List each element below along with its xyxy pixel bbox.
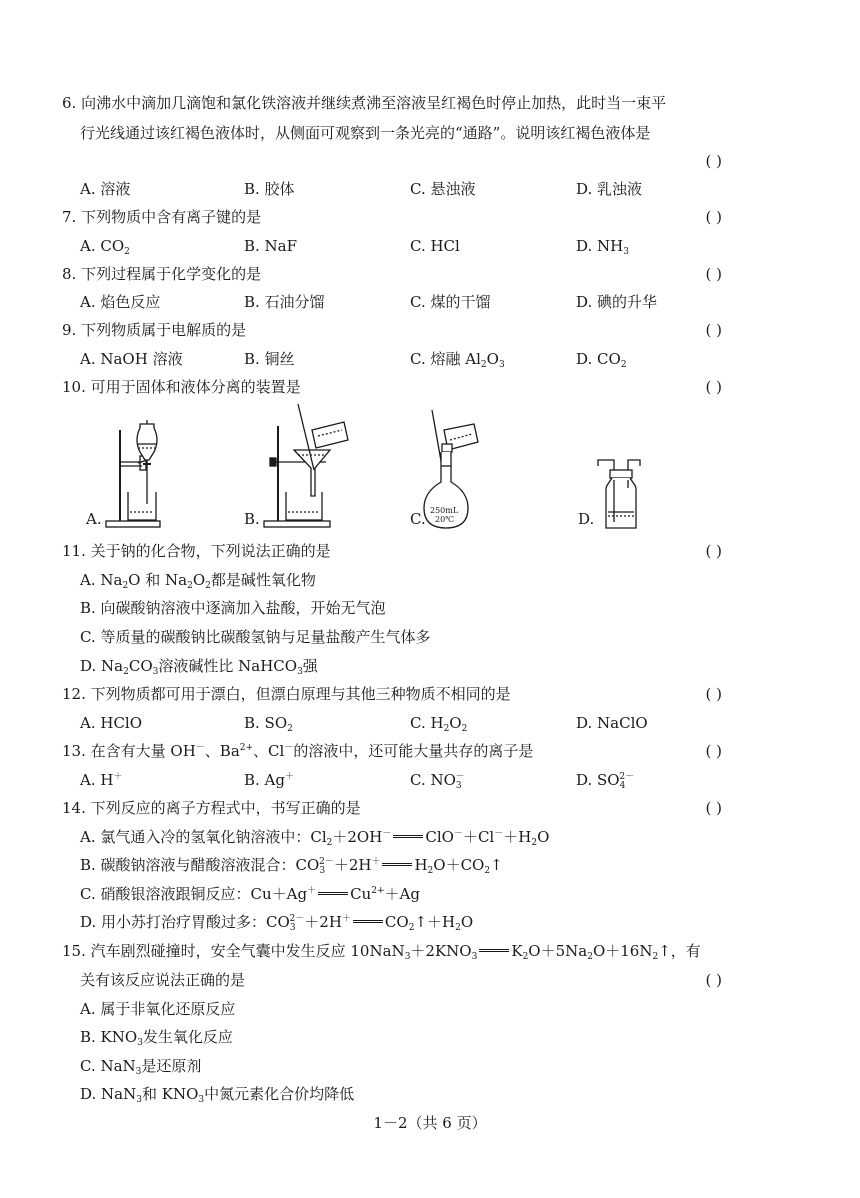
q11-option-a[interactable]: A. $Na_2O$ 和 $Na_2O_2$都是碱性氧化物 — [80, 571, 316, 591]
q10-option-c[interactable]: C. — [410, 510, 426, 528]
q6-option-d[interactable]: D. 乳浊液 — [576, 180, 643, 198]
q12-option-a[interactable]: A. HClO — [80, 714, 143, 732]
q13-option-d[interactable]: D. $SO_4^{2-}$ — [576, 771, 635, 791]
q9-option-b[interactable]: B. 铜丝 — [244, 350, 295, 368]
q11-option-d[interactable]: D. $Na_2CO_3$溶液碱性比 NaHCO$_3$强 — [80, 657, 318, 677]
q6-option-a[interactable]: A. 溶液 — [80, 180, 131, 198]
q7-stem: 7. 下列物质中含有离子键的是 ( ) — [62, 208, 722, 226]
q13-option-c[interactable]: C. $NO_3^-$ — [410, 771, 465, 791]
apparatus-d-washing-bottle — [594, 400, 714, 532]
q8-option-d[interactable]: D. 碘的升华 — [576, 293, 658, 311]
q6-stem-line1: 6. 向沸水中滴加几滴饱和氯化铁溶液并继续煮沸至溶液呈红褐色时停止加热，此时当一束平 — [62, 94, 667, 112]
q10-stem: 10. 可用于固体和液体分离的装置是 ( ) — [62, 378, 722, 396]
q12-option-b[interactable]: B. $SO_2$ — [244, 714, 293, 734]
q13-options — [80, 769, 740, 791]
q13-option-a[interactable]: A. H＋ — [80, 771, 123, 789]
q9-answer-paren[interactable]: ( ) — [705, 321, 722, 339]
q11-option-c[interactable]: C. 等质量的碳酸钠比碳酸氢钠与足量盐酸产生气体多 — [80, 628, 431, 646]
q13-stem: 13. 在含有大量 OH－、$Ba^{2+}$、Cl－的溶液中，还可能大量共存的离子是 ( ) — [62, 742, 722, 760]
q11-stem: 11. 关于钠的化合物，下列说法正确的是 ( ) — [62, 542, 722, 560]
q7-answer-paren[interactable]: ( ) — [705, 208, 722, 226]
q7-options — [80, 235, 740, 257]
q8-options — [80, 291, 740, 313]
flask-volume-label: 250mL — [430, 506, 459, 515]
q6-options — [80, 178, 740, 200]
q15-stem-line2: 关有该反应说法正确的是 ( ) — [80, 971, 722, 989]
q15-option-c[interactable]: C. NaN$_3$是还原剂 — [80, 1057, 202, 1077]
q12-stem: 12. 下列物质都可用于漂白，但漂白原理与其他三种物质不相同的是 ( ) — [62, 685, 722, 703]
q8-option-c[interactable]: C. 煤的干馏 — [410, 293, 491, 311]
q14-option-b[interactable]: B. 碳酸钠溶液与醋酸溶液混合：$CO_3^{2-}+2H^+$ $H_2O+CO_2↑$ — [80, 856, 503, 876]
q13-option-b[interactable]: B. Ag＋ — [244, 771, 295, 789]
q7-option-b[interactable]: B. NaF — [244, 237, 298, 255]
apparatus-a-separatory-funnel — [100, 400, 220, 532]
q9-option-c[interactable]: C. 熔融 $Al_2O_3$ — [410, 350, 505, 370]
q7-option-d[interactable]: D. $NH_3$ — [576, 237, 629, 257]
flask-temp-label: 20℃ — [435, 515, 455, 524]
q12-answer-paren[interactable]: ( ) — [705, 685, 722, 703]
page-footer: 1－2（共 6 页） — [373, 1114, 487, 1132]
q6-option-b[interactable]: B. 胶体 — [244, 180, 295, 198]
q7-option-c[interactable]: C. HCl — [410, 237, 460, 255]
q15-answer-paren[interactable]: ( ) — [705, 971, 722, 989]
q6-option-c[interactable]: C. 悬浊液 — [410, 180, 476, 198]
q6-stem-line2: 行光线通过该红褐色液体时，从侧面可观察到一条光亮的“通路”。说明该红褐色液体是 — [80, 124, 651, 142]
q13-answer-paren[interactable]: ( ) — [705, 742, 722, 760]
apparatus-b-filtration — [258, 400, 378, 532]
q12-option-c[interactable]: C. $H_2O_2$ — [410, 714, 468, 734]
q8-option-a[interactable]: A. 焰色反应 — [80, 293, 161, 311]
q11-option-b[interactable]: B. 向碳酸钠溶液中逐滴加入盐酸，开始无气泡 — [80, 599, 386, 617]
q6-answer-paren[interactable]: ( ) — [705, 152, 722, 170]
q9-options — [80, 348, 740, 370]
q10-option-b[interactable]: B. — [244, 510, 260, 528]
q14-answer-paren[interactable]: ( ) — [705, 799, 722, 817]
q12-options — [80, 712, 740, 734]
apparatus-c-volumetric-flask — [422, 400, 542, 532]
q15-option-a[interactable]: A. 属于非氧化还原反应 — [80, 1000, 236, 1018]
q14-option-c[interactable]: C. 硝酸银溶液跟铜反应：Cu＋Ag＋ $Cu^{2+}+Ag$ — [80, 885, 420, 903]
q10-option-a[interactable]: A. — [86, 510, 102, 528]
q15-option-b[interactable]: B. $KNO_3$发生氧化反应 — [80, 1028, 233, 1048]
q15-option-d[interactable]: D. NaN$_3$和 $KNO_3$中氮元素化合价均降低 — [80, 1085, 355, 1105]
q12-option-d[interactable]: D. NaClO — [576, 714, 648, 732]
q9-stem: 9. 下列物质属于电解质的是 ( ) — [62, 321, 722, 339]
q14-option-a[interactable]: A. 氯气通入冷的氢氧化钠溶液中：$Cl_2+2OH^-$ $ClO^-+Cl^-+H_2O$ — [80, 828, 550, 848]
q9-option-d[interactable]: D. $CO_2$ — [576, 350, 627, 370]
q7-option-a[interactable]: A. $CO_2$ — [80, 237, 130, 257]
q8-stem: 8. 下列过程属于化学变化的是 ( ) — [62, 265, 722, 283]
q10-option-d[interactable]: D. — [578, 510, 595, 528]
q9-option-a[interactable]: A. NaOH 溶液 — [80, 350, 183, 368]
q8-answer-paren[interactable]: ( ) — [705, 265, 722, 283]
q14-option-d[interactable]: D. 用小苏打治疗胃酸过多：$CO_3^{2-}+2H^+$ $CO_2↑+H_2O$ — [80, 913, 474, 933]
q10-answer-paren[interactable]: ( ) — [705, 378, 722, 396]
q6-answer-line — [62, 150, 722, 172]
q11-answer-paren[interactable]: ( ) — [705, 542, 722, 560]
q15-stem-line1: 15. 汽车剧烈碰撞时，安全气囊中发生反应 $10NaN_3+2KNO_3$ $K_2O+5Na_2O+16N_2↑$，有 — [62, 942, 701, 962]
q14-stem: 14. 下列反应的离子方程式中，书写正确的是 ( ) — [62, 799, 722, 817]
q8-option-b[interactable]: B. 石油分馏 — [244, 293, 325, 311]
